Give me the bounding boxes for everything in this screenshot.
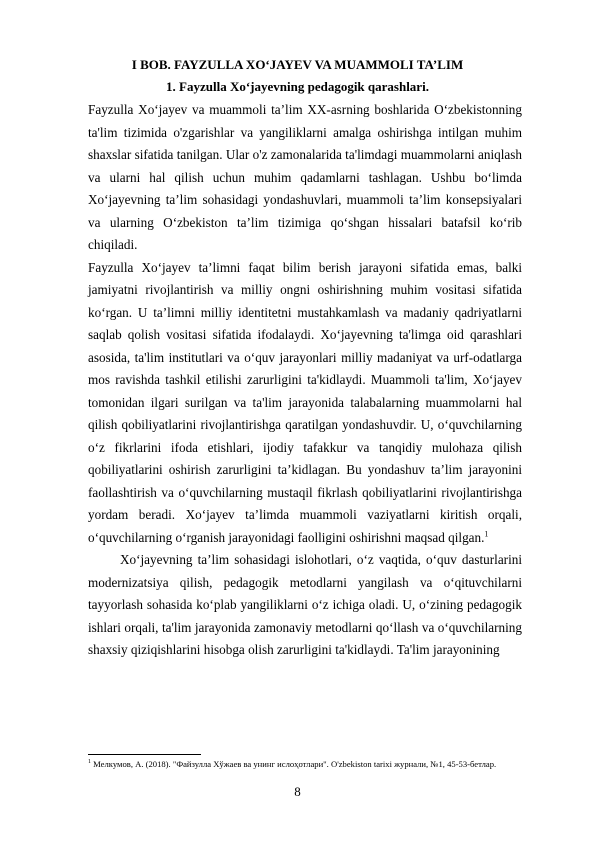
body-text bbox=[88, 99, 522, 662]
footnote-reference: 1 bbox=[484, 529, 489, 539]
footnote-marker: 1 bbox=[88, 759, 91, 766]
footnote bbox=[88, 759, 528, 770]
footnote-divider bbox=[88, 754, 201, 755]
paragraph-3: Xo‘jayevning ta’lim sohasidagi islohotlari, o‘z vaqtida, o‘quv dasturlarini modernizatsiya qilish, pedagogik metodlarni yangilash va o‘qituvchilarni tayyorlash sohasida ko‘plab yangiliklarni o‘z ichiga oladi. U, o‘zining pedagogik ishlari orqali, ta'lim jarayonida zamonaviy metodlarni qo‘llash va o‘quvchilarning shaxsiy qiziqishlarini hisobga olish zarurligini ta'kidlaydi. Ta'lim jarayonining bbox=[88, 552, 522, 657]
paragraph-2 bbox=[88, 257, 522, 550]
section-title: 1. Fayzulla Xo‘jayevning pedagogik qarashlari. bbox=[166, 79, 429, 94]
paragraph-1: Fayzulla Xo‘jayev va muammoli ta’lim XX-asrning boshlarida O‘zbekistonning ta'lim tizimida o'zgarishlar va yangiliklarni amalga oshirishga intilgan muhim shaxslar sifatida tanilgan. Ular o'z zamonalarida ta'limdagi muammolarni aniqlash va ularni hal qilish uchun muhim qadamlarni tashlagan. Ushbu bo‘limda Xo‘jayevning ta’lim sohasidagi yondashuvlari, muammoli ta’lim konsepsiyalari va ularning O‘zbekiston ta’lim tizimiga qo‘shgan hissalari batafsil ko‘rib chiqiladi. bbox=[88, 102, 522, 252]
paragraph-2-text: Fayzulla Xo‘jayev ta’limni faqat bilim berish jarayoni sifatida emas, balki jamiyatni rivojlantirish va milliy ongni oshirishning muhim vositasi sifatida ko‘rgan. U ta’limni milliy identitetni mustahkamlash va madaniy qadriyatlarni saqlab qolish vositasi sifatida ifodalaydi. Xo‘jayevning ta'limga oid qarashlari asosida, ta'lim institutlari va o‘quv jarayonlari milliy madaniyat va urf-odatlarga mos ravishda tashkil etilishi zarurligini ta'kidlaydi. Muammoli ta'lim, Xo‘jayev tomonidan ilgari surilgan va ta'lim jarayonida talabalarning muammolarni hal qilish qobiliyatlarini rivojlantirishga qaratilgan yondashuvdir. U, o‘quvchilarning o‘z fikrlarini ifoda etishlari, ijodiy tafakkur va tanqidiy mulohaza qilish qobiliyatlarini oshirish zarurligini ta’kidlagan. Bu yondashuv ta’lim jarayonini faollashtirish va o‘quvchilarning mustaqil fikrlash qobiliyatlarini rivojlantirishga yordam beradi. Xo‘jayev ta’limda muammoli vaziyatlarni kiritish orqali, o‘quvchilarning o‘rganish jarayonidagi faolligini oshirishni maqsad qilgan. bbox=[88, 259, 522, 545]
chapter-title: I BOB. FAYZULLA XO‘JAYEV VA MUAMMOLI TA’LIM bbox=[131, 57, 464, 72]
page-number: 8 bbox=[294, 784, 301, 799]
footnote-text: Мелкумов, А. (2018). "Файзулла Хўжаев ва унинг ислоҳотлари". O'zbekiston tarixi журнали, №1, 45-53-бетлар. bbox=[93, 759, 497, 769]
